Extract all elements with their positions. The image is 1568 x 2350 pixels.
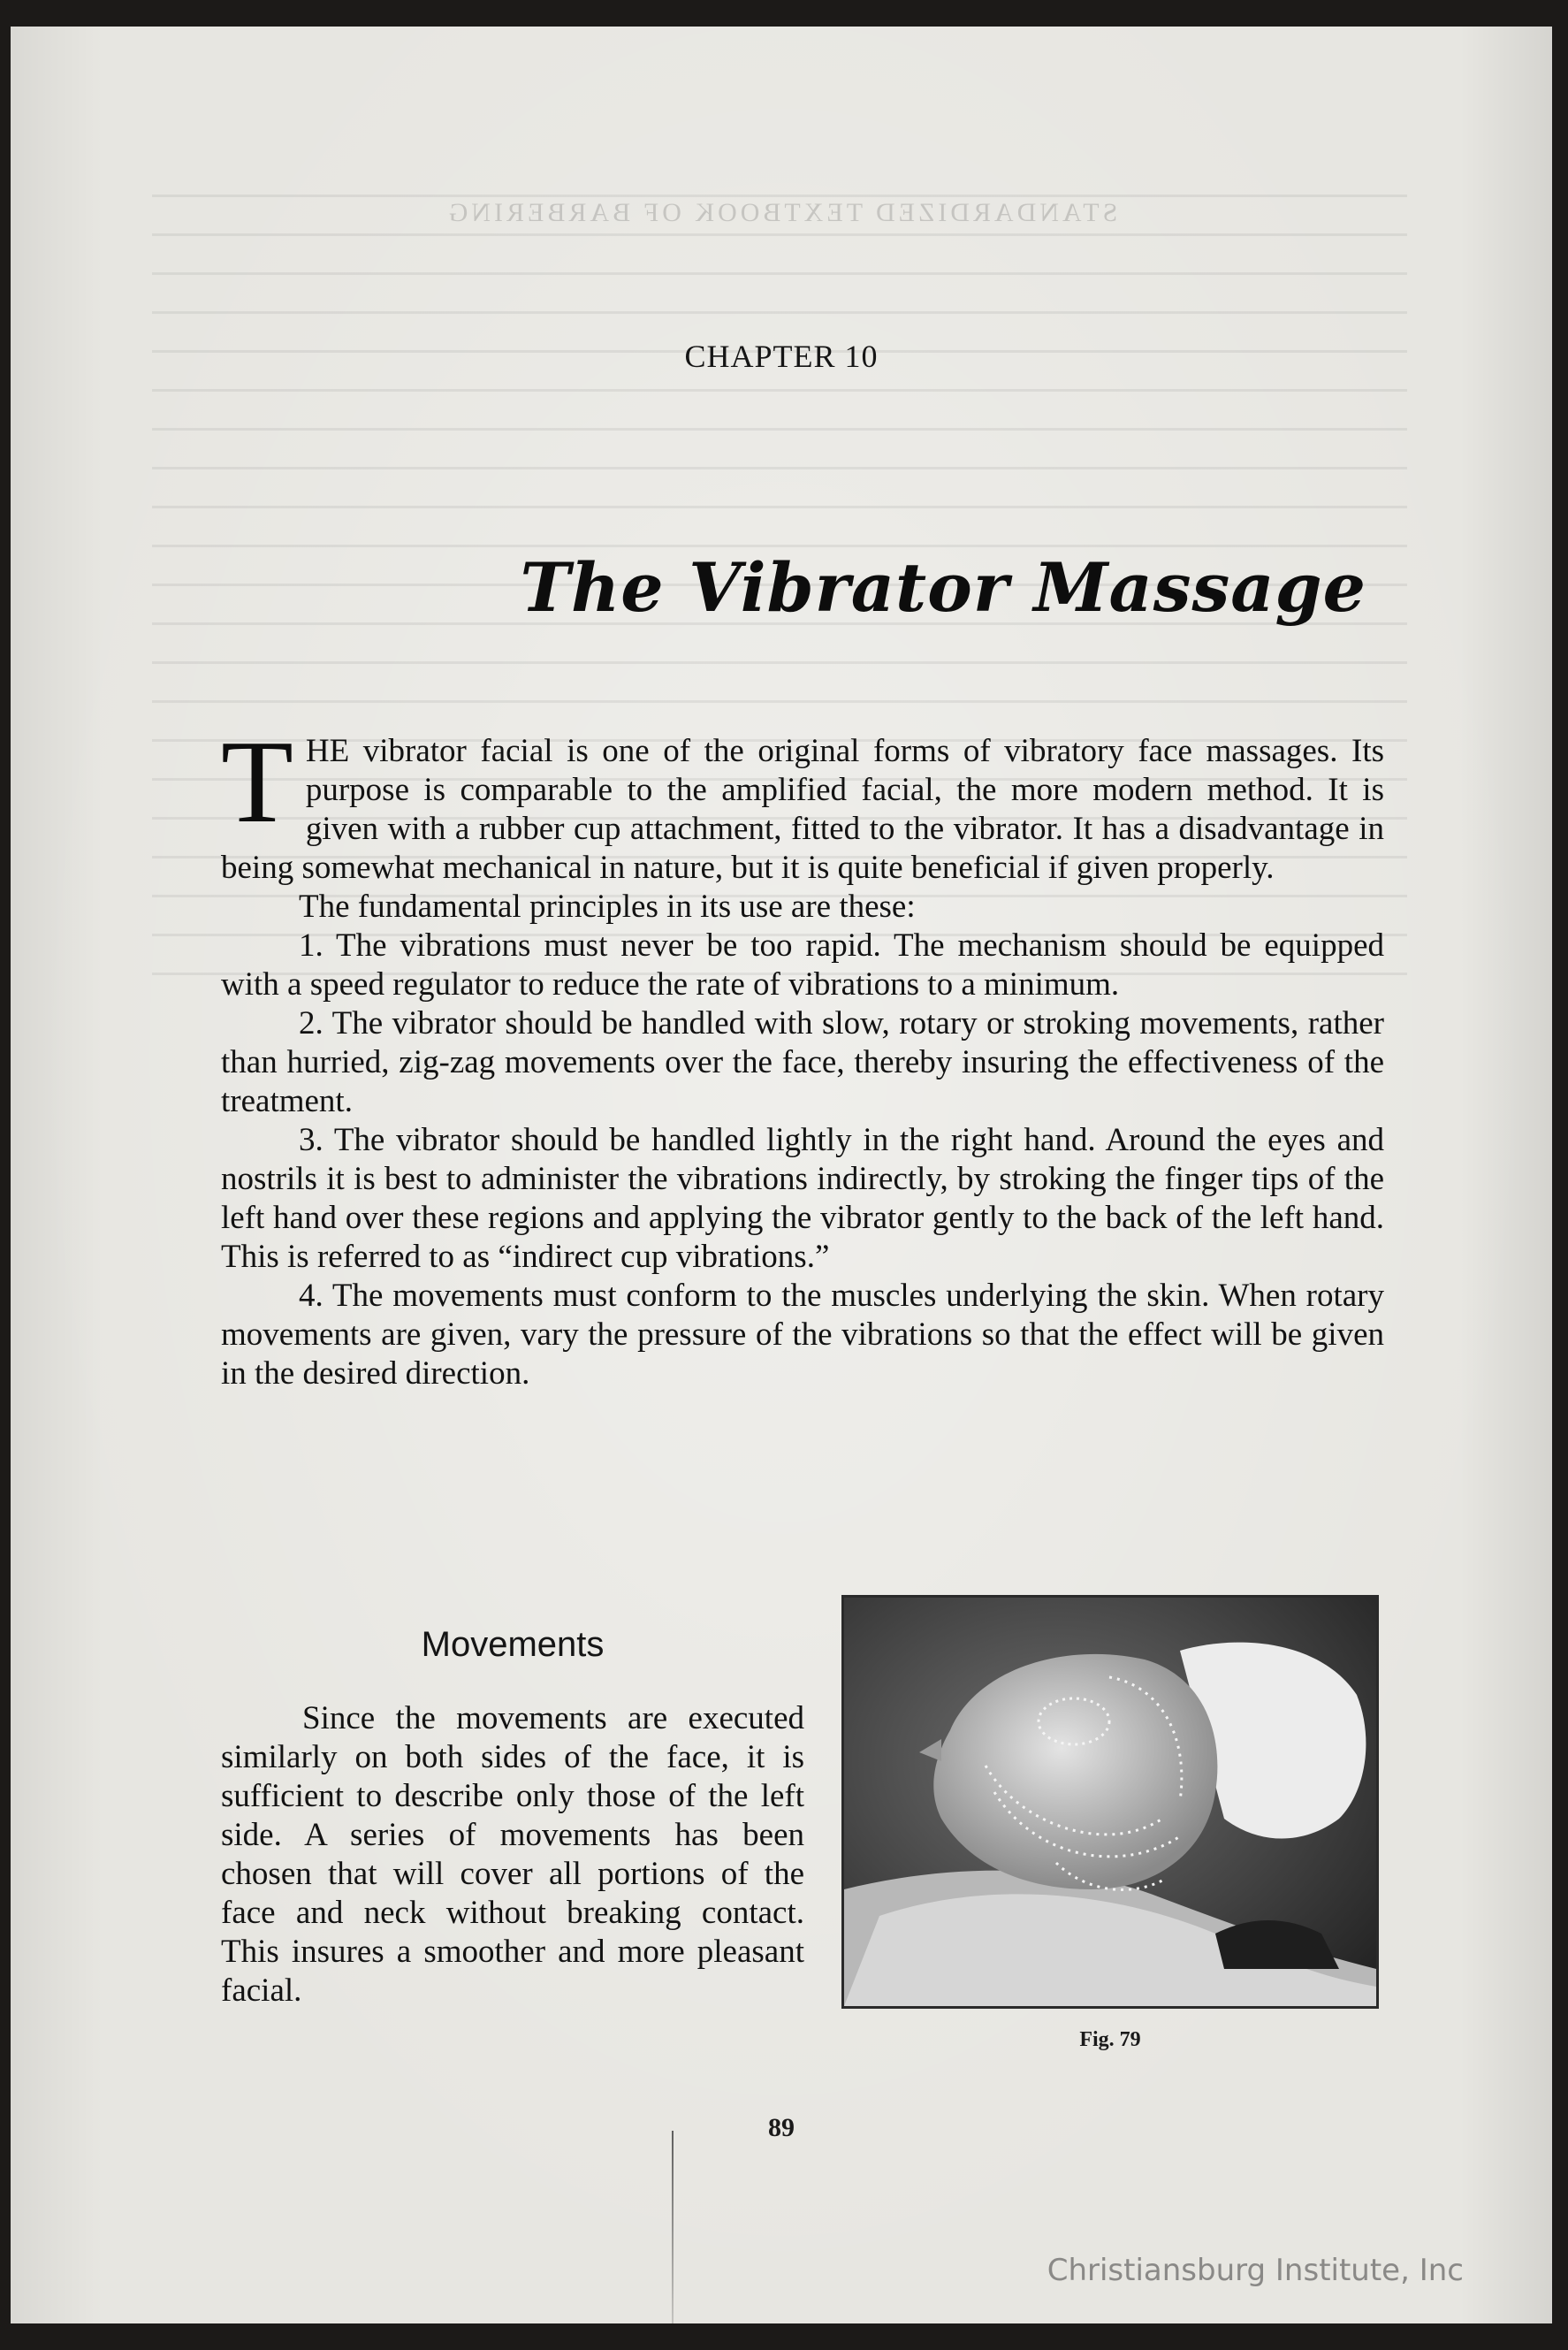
principle-2: 2. The vibrator should be handled with slow, rotary or stroking movements, rather than hurried, zig-zag movements over the face, thereby insuring the effectiveness of the treatment. [221,1005,1384,1119]
page-title: The Vibrator Massage [520,548,1366,627]
book-page [11,27,1552,2323]
page-number: 89 [768,2113,795,2142]
watermark: Christiansburg Institute, Inc [1047,2253,1464,2288]
principles-intro: The fundamental principles in its use are these: [299,889,916,925]
face-photo-illustration [844,1598,1376,2006]
intro-paragraph: THE vibrator facial is one of the original forms of vibratory face massages. Its purpose is comparable to the amplified facial, the more modern method. It is given with a rubber cup attachment, fitted to the vibrator. It has a disadvantage in being somewhat mechanical in nature, but it is quite beneficial if given properly. [221,716,1384,886]
principle-3: 3. The vibrator should be handled lightly in the right hand. Around the eyes and nostrils it is best to administer the vibrations indirectly, by stroking the finger tips of the left hand over these regions and applying the vibrator gently to the back of the left hand. This is referred to as “indirect cup vibrations.” [221,1122,1384,1275]
body-text [221,716,1384,1393]
chapter-label: CHAPTER 10 [684,339,879,374]
page-crease [672,2131,674,2323]
movements-section [221,1625,804,2010]
principle-1: 1. The vibrations must never be too rapid. The mechanism should be equipped with a speed regulator to reduce the rate of vibrations to a minimum. [221,927,1384,1003]
movements-heading: Movements [421,1625,605,1664]
principle-4: 4. The movements must conform to the muscles underlying the skin. When rotary movements are given, vary the pressure of the vibrations so that the effect will be given in the desired direction. [221,1278,1384,1392]
movements-paragraph: Since the movements are executed similarly on both sides of the face, it is sufficient to describe only those of the left side. A series of movements has been chosen that will cover all portions of the face and neck without breaking contact. This insures a smoother and more pleasant facial. [221,1700,804,2009]
figure-caption: Fig. 79 [1079,2028,1141,2051]
running-head: STANDARDIZED TEXTBOOK OF BARBERING [445,198,1118,227]
drop-cap: T [221,716,293,847]
figure-photo [841,1595,1379,2009]
